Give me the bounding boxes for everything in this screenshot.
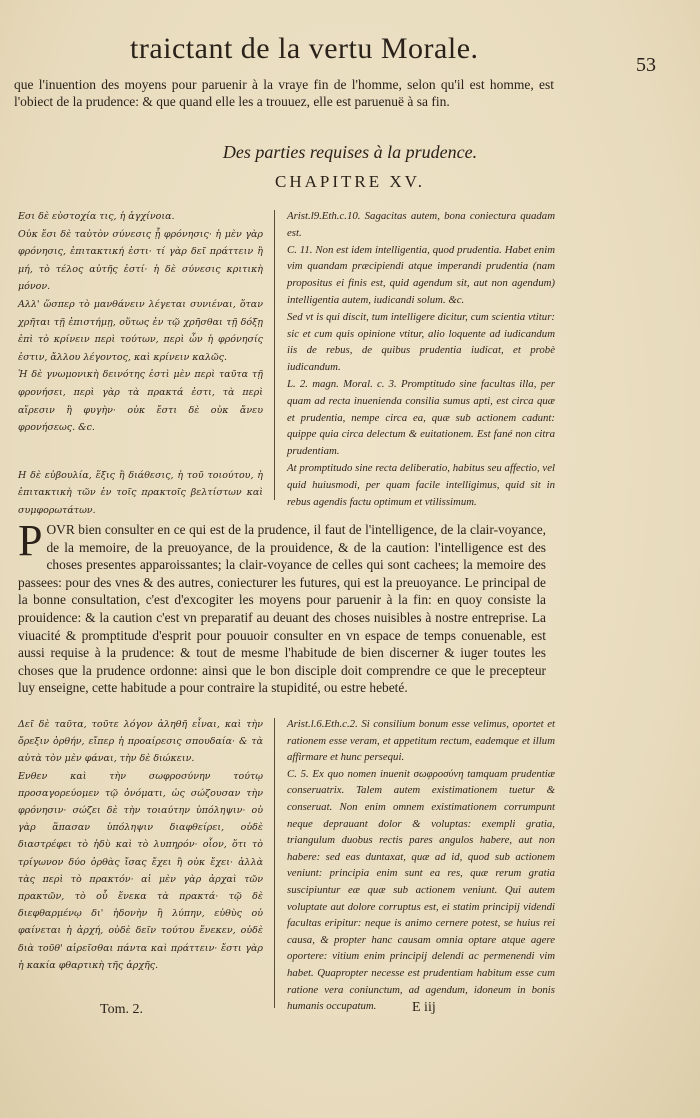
section-title: Des parties requises à la prudence. xyxy=(222,142,478,162)
latin-passage: C. 11. Non est idem intelligentia, quod prudentia. Habet enim vim quandam præcipiendi atque imperandi prudentia (nam propositus ei finis est, quid agendum sit, aut non agendum) intelligentia autem, iudicandi solum. &c. xyxy=(287,243,555,306)
greek-column-1 xyxy=(18,208,263,520)
greek-passage: Ἡ δὲ γνωμονικὴ δεινότης ἐστὶ μὲν περὶ ταῦτα τῇ φρονήσει, περὶ γὰρ τὰ πρακτά ἐστι, τὰ περὶ αἵρεσιν ἢ φυγὴν· οὐκ ἔστι δὲ οὐκ ἄνευ φρονήσεως. &c. xyxy=(18,369,263,434)
greek-column-2 xyxy=(18,716,263,974)
greek-passage: Δεῖ δὲ ταῦτα, τοῦτε λόγον ἀληθῆ εἶναι, καὶ τὴν ὄρεξιν ὀρθήν, εἴπερ ἡ προαίρεσις σπουδαία· & τὰ αὐτὰ τὸν μὲν φάναι, τὴν δὲ διώκειν. xyxy=(18,719,263,765)
latin-passage: Arist.l9.Eth.c.10. Sagacitas autem, bona coniectura quadam est. xyxy=(287,210,555,239)
main-paragraph-text: OVR bien consulter en ce qui est de la prudence, il faut de l'intelligence, de la clair-voyance, de la memoire, de la preuoyance, de la prouidence, & de la caution: l'intelligence est des choses presentes apparoissantes; la clair-voyance de celles qui sont cachees; la memoire des passees: pour des vnes & des autres, coniecturer les futures, qui est la preuoyance. Le principal de la bonne consultation, c'est d'excogiter les moyens pour paruenir à la fin: en quoy consiste la prouidence: & la caution c'est vn preparatif au deuant des choses nuisibles à nostre entreprise. La viuacité & promptitude d'esprit pour pouuoir consulter en vn espace de temps conuenable, est aussi requise à la prudence: & tout de mesme l'habitude de bien discerner & iuger toutes les choses que la prudence ordonne: ainsi que le bon disciple doit comprendre ce que le precepteur luy enseigne, cette habitude a pour contraire la stupidité, ou estre hebeté. xyxy=(18,522,546,696)
chapter-title: CHAPITRE XV. xyxy=(275,172,425,191)
main-paragraph xyxy=(18,516,546,697)
drop-cap: P xyxy=(18,516,43,565)
greek-passage: Οὐκ ἔσι δὲ ταὐτὸν σύνεσις ᾗ φρόνησις· ἡ μὲν γὰρ φρόνησις, ἐπιτακτική ἐστι· τί γὰρ δεῖ πράττειν ἢ μή, τὸ τέλος αὐτῆς ἐστί· ἡ δὲ σύνεσις κριτικὴ μόνον. xyxy=(18,228,263,293)
column-divider xyxy=(274,210,275,500)
greek-passage: Αλλ' ὥσπερ τὸ μανθάνειν λέγεται συνιέναι, ὅταν χρῆται τῇ ἐπιστήμῃ, οὕτως ἐν τῷ χρῆσθαι τῇ δόξῃ ἐπὶ τὸ κρίνειν περὶ τούτων, περὶ ὧν ἡ φρόνησίς ἐστιν, ἄλλου λέγοντος, καὶ κρίνειν καλῶς. xyxy=(18,298,263,363)
page-number: 53 xyxy=(636,54,656,76)
volume-mark: Tom. 2. xyxy=(100,1002,143,1017)
latin-passage: L. 2. magn. Moral. c. 3. Promptitudo sine facultas illa, per quam ad recta inuenienda consilia sumus apti, est circa quæ et prudentia, nempe circa ea, quæ sub actionem cadunt: quippe quia circa delectum & euitationem. Est fané non citra prudentiam. xyxy=(287,377,555,458)
signature-mark: E iij xyxy=(412,1000,436,1015)
latin-column-2 xyxy=(287,716,555,1015)
latin-passage: Sed vt is qui discit, tum intelligere dicitur, cum scientia vtitur: sic et cum quis opinione vtitur, alio loquente ad iudicandum iis de rebus, de quibus prudentia iudicat, et probè iudicandum. xyxy=(287,310,555,374)
latin-column-1 xyxy=(287,208,555,510)
column-divider xyxy=(274,718,275,1008)
latin-passage: C. 5. Ex quo nomen inuenit σωφροσύνη tamquam prudentiæ conseruatrix. Talem autem existimationem tuetur & conseruat. Non enim omnem existimationem corrumpunt neque deprauant dolor & voluptas: exempli gratia, triangulum duobus rectis pares angulos habere, aut non habere: sed eas duntaxat, quæ ad id, quod sub actionem veniunt: principia enim sunt ea res, quæ rerum gratia suscipiuntur eæ quæ sub actionem veniunt. Qui autem voluptate aut dolore corruptus est, ei statim principij videndi facultas eripitur: neque is animo cernere potest, se huius rei causa, & propter hanc causam omnia optare atque agere oportere: vitium enim principij delendi ac permenendi vim habet. Quapropter necesse est prudentiam habitum esse cum ratione vera coniunctum, ad agendum, idoneum in bonis humanis occupatum. xyxy=(287,767,555,1013)
intro-paragraph: que l'inuention des moyens pour paruenir à la vraye fin de l'homme, selon qu'il est homme, est l'obiect de la prudence: & que quand elle les a trouuez, elle est paruenuë à sa fin. xyxy=(14,77,554,109)
latin-passage: At promptitudo sine recta deliberatio, habitus seu affectio, vel quid huiusmodi, per quam facile intelligimus, quid sit in rebus agendis factu optimum et vtilissimum. xyxy=(287,461,555,508)
latin-passage: Arist.l.6.Eth.c.2. Si consilium bonum esse velimus, oportet et rationem esse veram, et appetitum rectum, eademque et illum affirmare et hunc persequi. xyxy=(287,718,555,764)
running-title: traictant de la vertu Morale. xyxy=(130,32,479,65)
greek-passage: Ενθεν καὶ τὴν σωφροσύνην τούτῳ προσαγορεύομεν τῷ ὀνόματι, ὡς σώζουσαν τὴν φρόνησιν· σώζει δὲ τὴν τοιαύτην ὑπόληψιν· οὐ γὰρ ἅπασαν ὑπόληψιν διαφθείρει, οὐδὲ διαστρέφει τὸ ἡδὺ καὶ τὸ λυπηρόν· οἷον, ὅτι τὸ τρίγωνον δύο ὀρθὰς ἴσας ἔχει ἢ οὐκ ἔχει· ἀλλὰ τὰς περὶ τὸ πρακτόν· αἱ μὲν γὰρ ἀρχαὶ τῶν πρακτῶν, τὸ οὗ ἕνεκα τὰ πρακτά· τῷ δὲ διεφθαρμένῳ δι' ἡδονὴν ἢ λύπην, εὐθὺς οὐ φαίνεται ἡ ἀρχή, οὐδὲ δεῖν τούτου ἕνεκεν, οὐδὲ διὰ τοῦθ' αἱρεῖσθαι πάντα καὶ πράττειν· ἔστι γὰρ ἡ κακία φθαρτικὴ τῆς ἀρχῆς. xyxy=(18,770,263,971)
greek-passage: Εσι δὲ εὐστοχία τις, ἡ ἀγχίνοια. xyxy=(18,211,175,222)
greek-passage: Η δὲ εὐβουλία, ἕξις ἢ διάθεσις, ἡ τοῦ τοιούτου, ἡ ἐπιτακτικὴ τῶν ἐν τοῖς πρακτοῖς βελτίστων καὶ συμφορωτάτων. xyxy=(18,469,263,516)
